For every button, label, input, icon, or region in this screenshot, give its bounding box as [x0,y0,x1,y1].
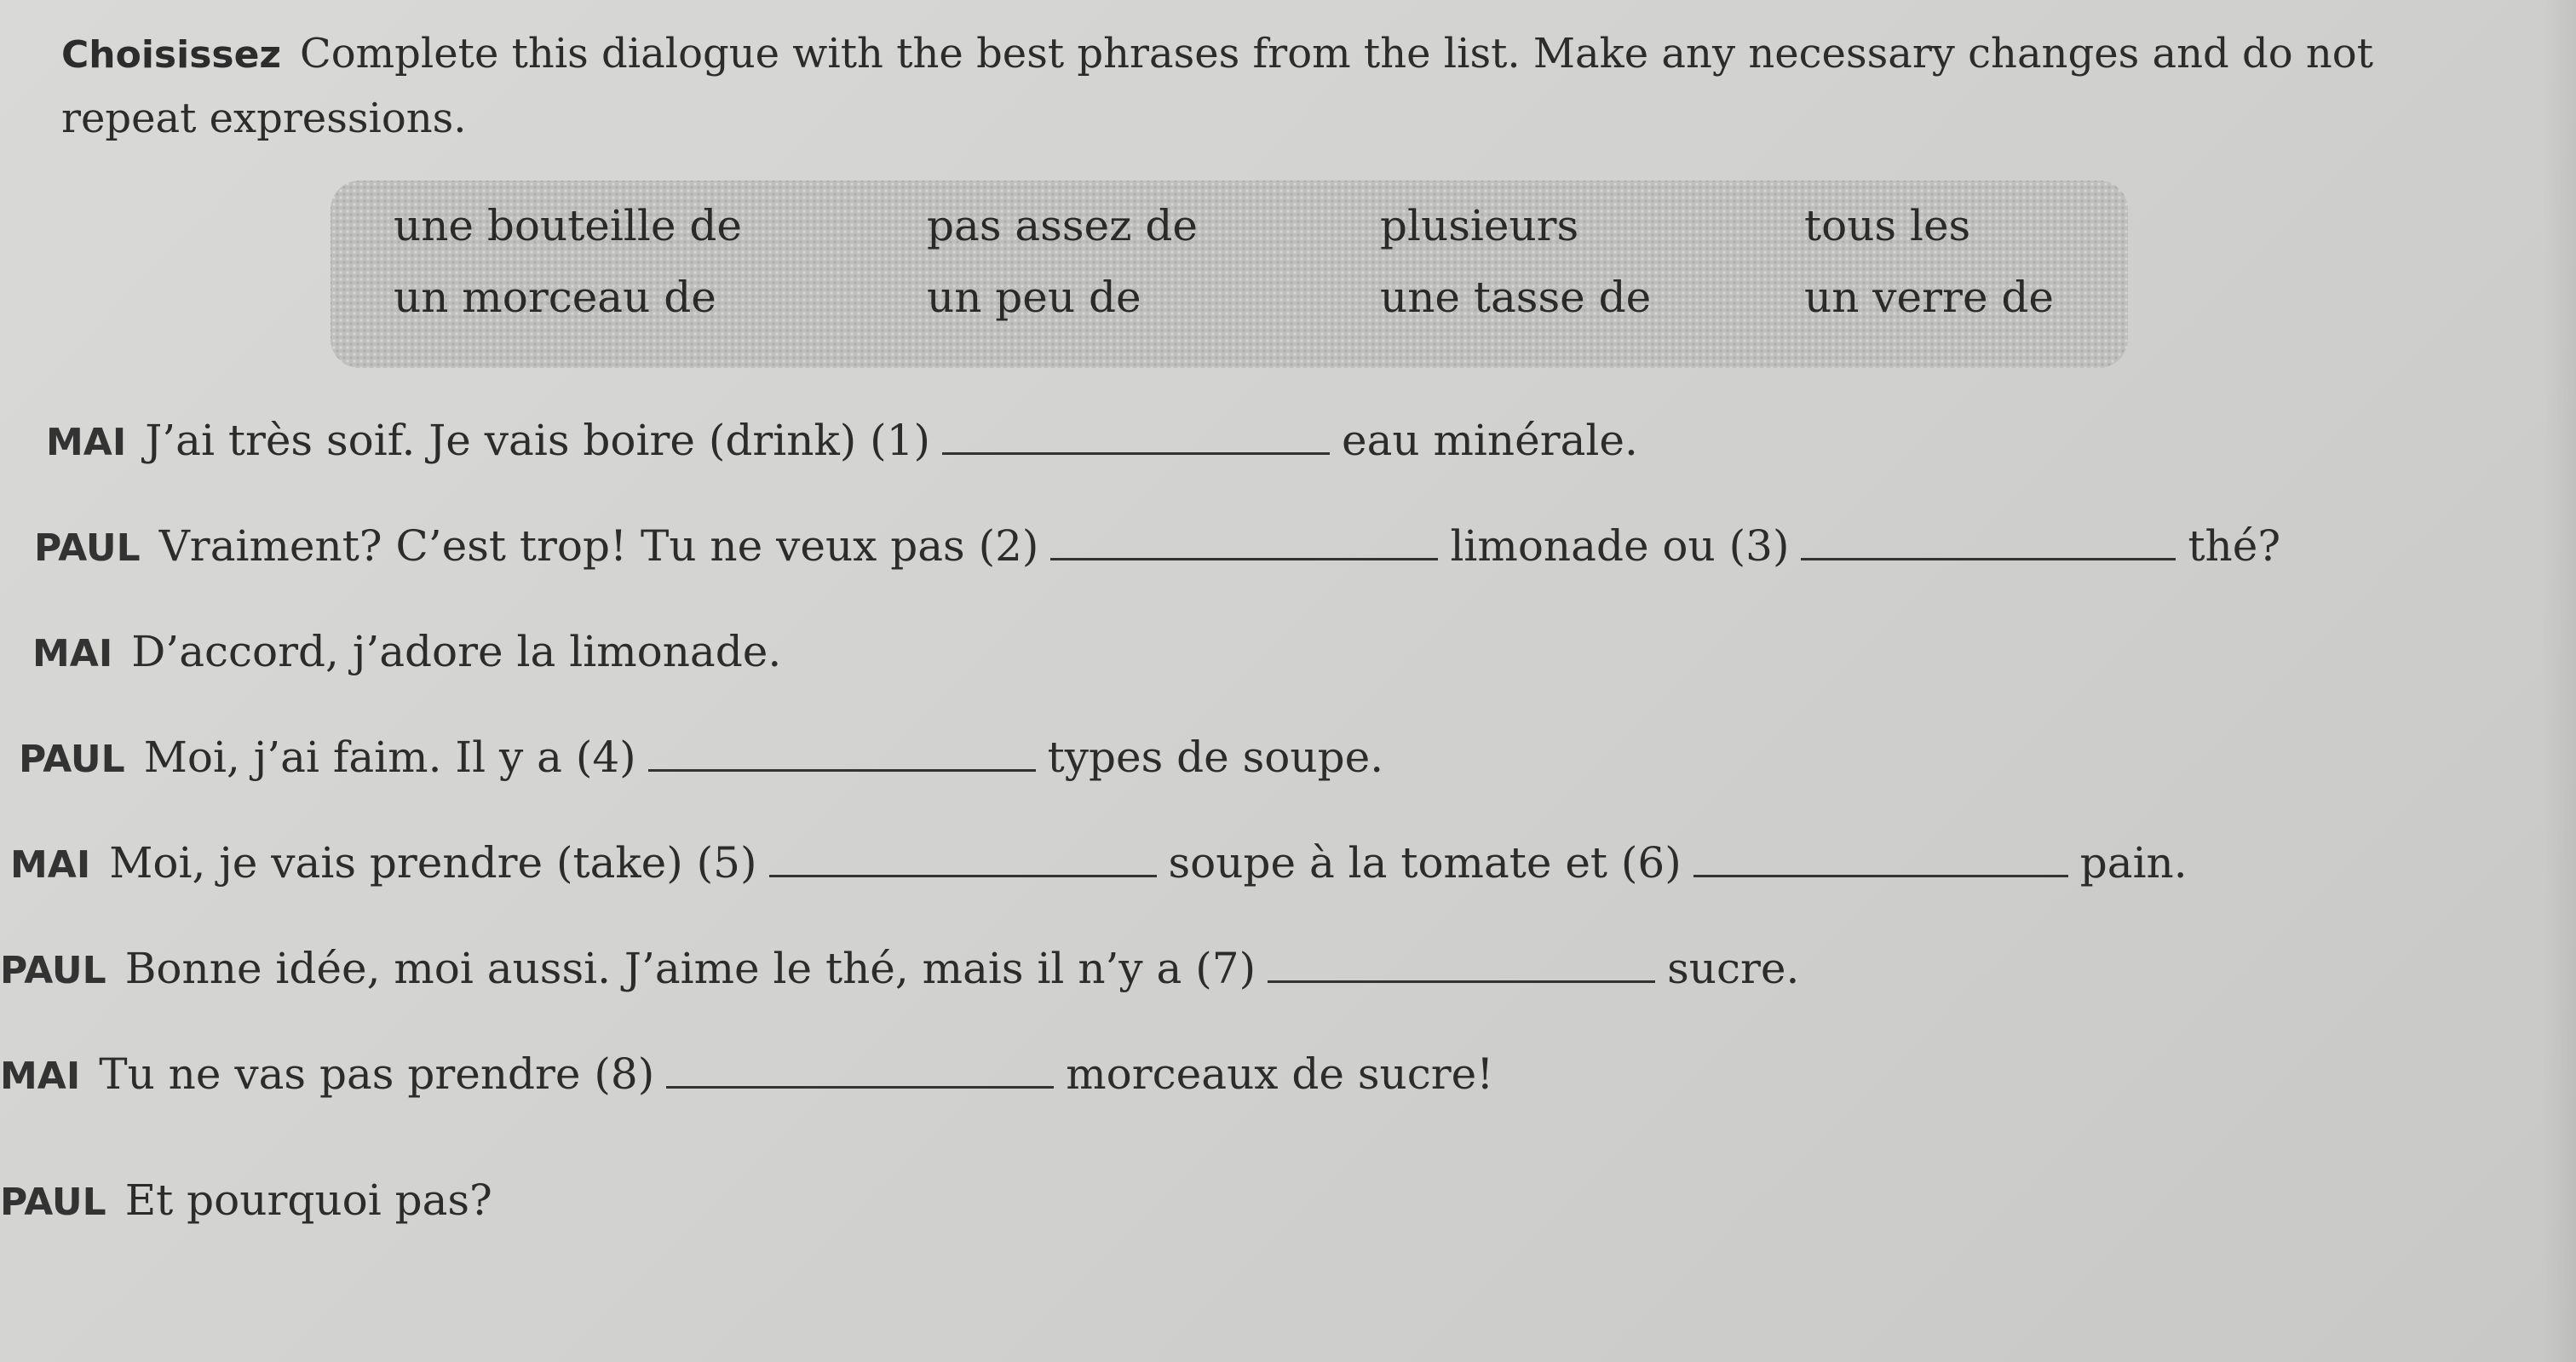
word-bank [331,181,2128,368]
dialogue-text: soupe à la tomate et (6) [1168,838,1682,888]
word-bank-item: un verre de [1804,273,2055,322]
instruction-text: Complete this dialogue with the best phrases from the list. Make any necessary changes and do not repeat expressions. [61,30,2373,142]
dialogue-line [46,416,1638,465]
speaker-label: PAUL [0,1181,106,1224]
speaker-label: MAI [10,843,91,887]
dialogue-text: thé? [2188,521,2281,571]
answer-blank-2[interactable] [1050,524,1438,560]
dialogue-line [0,1049,1493,1099]
answer-blank-3[interactable] [1801,524,2176,560]
word-bank-item: plusieurs [1380,201,1579,250]
answer-blank-4[interactable] [648,735,1036,772]
dialogue-text: Bonne idée, moi aussi. J’aime le thé, mais il n’y a (7) [124,944,1256,993]
dialogue-text: sucre. [1667,944,1800,993]
answer-blank-8[interactable] [666,1052,1054,1089]
dialogue-text: Vraiment? C’est trop! Tu ne veux pas (2) [158,521,1039,571]
answer-blank-1[interactable] [942,418,1330,455]
exercise-instructions [61,22,2429,150]
speaker-label: MAI [32,632,113,675]
speaker-label: MAI [46,421,127,464]
answer-blank-7[interactable] [1268,946,1655,983]
page-shadow [2542,0,2576,1362]
dialogue-line [19,733,1383,782]
dialogue-text: morceaux de sucre! [1066,1049,1494,1099]
dialogue-line [10,838,2188,888]
dialogue-text: Moi, je vais prendre (take) (5) [109,838,757,888]
speaker-label: MAI [0,1055,81,1098]
dialogue-text: eau minérale. [1342,416,1638,465]
dialogue-text: J’ai très soif. Je vais boire (drink) (1) [145,416,930,465]
dialogue-line [0,944,1799,993]
speaker-label: PAUL [34,526,141,570]
dialogue-line [0,1175,492,1225]
dialogue-line [34,521,2280,571]
speaker-label: PAUL [0,949,106,992]
word-bank-item: une tasse de [1380,273,1652,322]
dialogue-text: Tu ne vas pas prendre (8) [99,1049,655,1099]
exercise-heading: Choisissez [61,33,282,77]
dialogue-text: Et pourquoi pas? [124,1175,492,1225]
dialogue-text: pain. [2079,838,2188,888]
word-bank-item: un morceau de [394,273,716,322]
dialogue-text: D’accord, j’adore la limonade. [131,627,782,676]
answer-blank-5[interactable] [769,841,1157,877]
dialogue-text: Moi, j’ai faim. Il y a (4) [143,733,636,782]
answer-blank-6[interactable] [1693,841,2068,877]
word-bank-item: tous les [1804,201,1971,250]
dialogue-text: limonade ou (3) [1450,521,1790,571]
speaker-label: PAUL [19,738,125,781]
word-bank-item: un peu de [927,273,1141,322]
dialogue-line [32,627,781,676]
word-bank-item: pas assez de [927,201,1198,250]
word-bank-item: une bouteille de [394,201,742,250]
dialogue-text: types de soupe. [1047,733,1384,782]
